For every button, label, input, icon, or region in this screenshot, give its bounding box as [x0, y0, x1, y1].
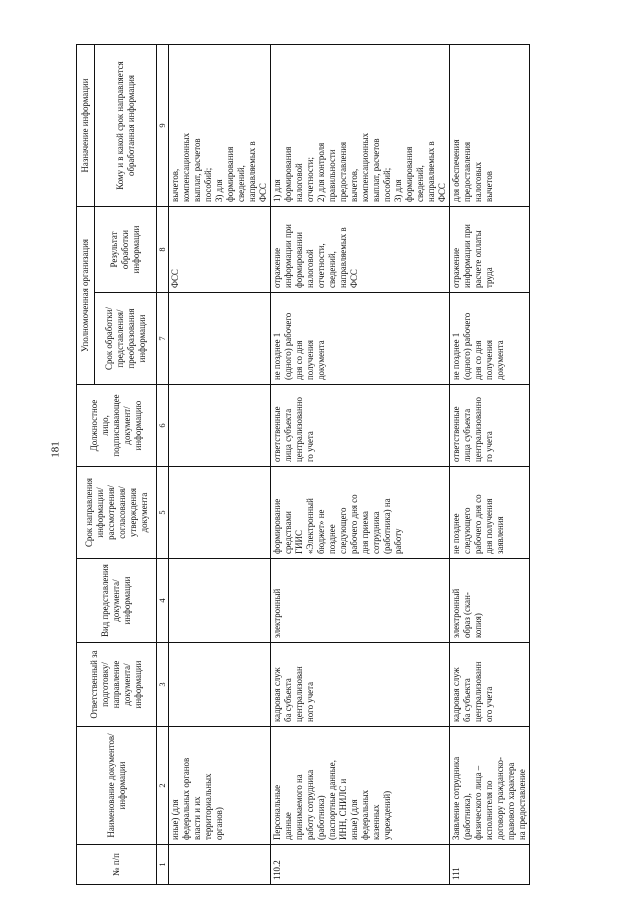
cell-text-line: (работника), — [462, 793, 472, 840]
cell-text-line: следующего — [338, 507, 348, 554]
cell-text-line: правового характера — [506, 762, 516, 840]
column-number: 9 — [157, 45, 169, 207]
cell-text-line: копия) — [473, 613, 483, 638]
row-deadline — [450, 467, 530, 559]
cell-text-line: ФСС — [349, 269, 359, 288]
header-col-result: Результат обработки информации — [95, 207, 157, 293]
row-processing — [169, 293, 271, 385]
column-number: 1 — [157, 845, 169, 885]
row-result — [271, 207, 450, 293]
cell-text-line: вычетов — [484, 171, 494, 202]
cell-text-line: централизованн — [473, 661, 483, 722]
header-col-view: Вид представления документа/ информации — [77, 559, 157, 643]
column-number: 2 — [157, 727, 169, 845]
cell-text-line: ба субъекта — [283, 678, 293, 722]
cell-text-line: заявления — [495, 516, 505, 554]
row-purpose — [450, 45, 530, 207]
header-col-purpose: Кому и в какой срок направляется обработанная информация — [95, 45, 157, 207]
cell-text-line: кадровая служ — [272, 667, 282, 722]
cell-text-line: сведений, — [415, 165, 425, 202]
cell-text-line: (одного) рабочего — [283, 312, 293, 380]
cell-text-line: компенсационных — [181, 132, 191, 202]
row-view — [271, 559, 450, 643]
cell-text-line: 3) для — [214, 179, 224, 202]
cell-text-line: иные) (для — [349, 799, 359, 840]
row-view — [450, 559, 530, 643]
cell-text-line: не позднее 1 — [451, 332, 461, 380]
row-processing — [271, 293, 450, 385]
row-official — [169, 385, 271, 467]
cell-text-line: труда — [484, 267, 494, 288]
cell-text-line: рабочего дня со — [349, 494, 359, 554]
cell-text-line: получения — [305, 340, 315, 380]
cell-text-line: принимаемого на — [294, 774, 304, 840]
cell-text-line: ного учета — [305, 681, 315, 722]
cell-text-line: ответственные — [272, 406, 282, 462]
row-official — [271, 385, 450, 467]
header-col-responsible: Ответственный за подготовку/ направление документа/ информации — [77, 643, 157, 727]
row-result — [169, 207, 271, 293]
cell-text-line: предоставления — [338, 141, 348, 202]
cell-text-line: налоговой — [294, 163, 304, 202]
cell-text-line: пособий; — [382, 167, 392, 202]
cell-text-line: сотрудника — [371, 511, 381, 554]
table-row — [169, 45, 271, 885]
cell-text-line: расчете оплаты — [473, 230, 483, 288]
row-document-name — [450, 727, 530, 845]
cell-text-line: централизованно — [473, 397, 483, 462]
header-col-name: Наименование документов/ информации — [77, 727, 157, 845]
column-number: 3 — [157, 643, 169, 727]
cell-text-line: централизованно — [294, 397, 304, 462]
cell-text-line: работу — [393, 528, 403, 554]
cell-text-line: ого учета — [484, 686, 494, 722]
cell-text-line: выплат, расчетов — [371, 138, 381, 202]
cell-text-line: органов) — [214, 807, 224, 840]
cell-text-line: не позднее 1 — [272, 332, 282, 380]
header-group-purpose: Назначение информации — [77, 45, 95, 207]
header-col-deadline: Срок направления информации/ рассмотрения/ согласования/ утверждения документа — [77, 467, 157, 559]
cell-text-line: исполнителя по — [484, 780, 494, 840]
row-document-name — [169, 727, 271, 845]
cell-text-line: компенсационных — [360, 132, 370, 202]
cell-text-line: (работника) на — [382, 498, 392, 554]
cell-text-line: Персональные — [272, 784, 282, 840]
cell-text-line: физического лица – — [473, 765, 483, 840]
cell-text-line: (одного) рабочего — [462, 312, 472, 380]
cell-text-line: ба субъекта — [462, 678, 472, 722]
cell-text-line: (работника) — [316, 795, 326, 840]
cell-text-line: Заявление сотрудника — [451, 756, 461, 840]
cell-text-line: пособий; — [203, 167, 213, 202]
cell-text-line: данные — [283, 812, 293, 840]
cell-text-line: иные) (для — [170, 799, 180, 840]
cell-text-line: сведений, — [327, 251, 337, 288]
cell-text-line: 3) для — [393, 179, 403, 202]
row-number: 110.2 — [271, 845, 450, 885]
cell-text-line: отчетности; — [305, 157, 315, 202]
cell-text-line: формирование — [272, 498, 282, 554]
cell-text-line: формировании — [294, 232, 304, 288]
row-number — [169, 845, 271, 885]
cell-text-line: го учета — [305, 431, 315, 462]
cell-text-line: направляемых в — [338, 227, 348, 288]
row-number: 111 — [450, 845, 530, 885]
cell-text-line: лица субъекта — [462, 408, 472, 462]
cell-text-line: «Электронный — [305, 498, 315, 554]
header-col-processing: Срок обработки/ представления/ преобразования информации — [95, 293, 157, 385]
cell-text-line: информации при — [462, 224, 472, 288]
cell-text-line: формирования — [225, 146, 235, 202]
cell-text-line: отражение — [272, 247, 282, 288]
cell-text-line: правильности — [327, 149, 337, 202]
cell-text-line: ФСС — [437, 183, 447, 202]
cell-text-line: электронный — [272, 588, 282, 638]
cell-text-line: дня со дня — [473, 340, 483, 380]
row-deadline — [271, 467, 450, 559]
cell-text-line: формирования — [404, 146, 414, 202]
header-group-authorized: Уполномоченная организация — [77, 207, 95, 385]
cell-text-line: налоговых — [473, 161, 483, 202]
cell-text-line: (паспортные данные, — [327, 760, 337, 840]
cell-text-line: 2) для контроля — [316, 142, 326, 202]
cell-text-line: договору гражданско- — [495, 757, 505, 840]
cell-text-line: информации при — [283, 224, 293, 288]
page-number: 181 — [49, 441, 62, 458]
cell-text-line: сведений, — [236, 165, 246, 202]
row-result — [450, 207, 530, 293]
cell-text-line: средствами — [283, 511, 293, 554]
cell-text-line: формирования — [283, 146, 293, 202]
cell-text-line: электронный — [451, 588, 461, 638]
cell-text-line: дня получения — [484, 498, 494, 554]
cell-text-line: ИНН, СНИЛС и — [338, 778, 348, 840]
cell-text-line: выплат, расчетов — [192, 138, 202, 202]
header-col-number: № п/п — [77, 845, 157, 885]
cell-text-line: вычетов, — [349, 168, 359, 202]
cell-text-line: получения — [484, 340, 494, 380]
cell-text-line: документа — [316, 340, 326, 380]
column-number: 5 — [157, 467, 169, 559]
cell-text-line: документа — [495, 340, 505, 380]
table-row — [450, 45, 530, 885]
cell-text-line: казенных — [371, 804, 381, 840]
cell-text-line: бюджет» не — [316, 509, 326, 554]
row-processing — [450, 293, 530, 385]
cell-text-line: направляемых в — [247, 141, 257, 202]
document-table — [76, 44, 530, 885]
cell-text-line: централизован — [294, 666, 304, 722]
cell-text-line: ответственные — [451, 406, 461, 462]
cell-text-line: позднее — [327, 524, 337, 554]
column-number: 8 — [157, 207, 169, 293]
cell-text-line: учреждений) — [382, 790, 392, 840]
cell-text-line: ГИИС — [294, 530, 304, 554]
cell-text-line: для обеспечения — [451, 139, 461, 202]
cell-text-line: го учета — [484, 431, 494, 462]
cell-text-line: налоговой — [305, 249, 315, 288]
cell-text-line: власти и их — [192, 796, 202, 840]
cell-text-line: дня приема — [360, 511, 370, 554]
row-purpose — [271, 45, 450, 207]
cell-text-line: территориальных — [203, 773, 213, 840]
cell-text-line: кадровая служ — [451, 667, 461, 722]
cell-text-line: ФСС — [258, 183, 268, 202]
cell-text-line: не позднее — [451, 513, 461, 554]
row-deadline — [169, 467, 271, 559]
cell-text-line: федеральных — [360, 789, 370, 840]
column-number: 6 — [157, 385, 169, 467]
cell-text-line: на предоставление — [517, 769, 527, 840]
row-purpose — [169, 45, 271, 207]
cell-text-line: отчетности, — [316, 243, 326, 288]
cell-text-line: федеральных органов — [181, 757, 191, 840]
column-numbers-row — [157, 45, 169, 885]
cell-text-line: лица субъекта — [283, 408, 293, 462]
row-view — [169, 559, 271, 643]
column-number: 4 — [157, 559, 169, 643]
cell-text-line: предоставления — [462, 141, 472, 202]
row-responsible — [271, 643, 450, 727]
cell-text-line: вычетов, — [170, 168, 180, 202]
cell-text-line: ФСС — [170, 269, 180, 288]
row-responsible — [450, 643, 530, 727]
column-number: 7 — [157, 293, 169, 385]
cell-text-line: образ (скан- — [462, 592, 472, 638]
cell-text-line: следующего — [462, 507, 472, 554]
row-responsible — [169, 643, 271, 727]
cell-text-line: отражение — [451, 247, 461, 288]
cell-text-line: направляемых в — [426, 141, 436, 202]
rotated-table-wrapper — [76, 45, 576, 885]
row-official — [450, 385, 530, 467]
header-col-official: Должностное лицо, подписывающее документ/ информацию — [77, 385, 157, 467]
row-document-name — [271, 727, 450, 845]
cell-text-line: рабочего дня со — [473, 494, 483, 554]
cell-text-line: дня со дня — [294, 340, 304, 380]
cell-text-line: работу сотрудника — [305, 769, 315, 840]
cell-text-line: 1) для — [272, 179, 282, 202]
table-row — [271, 45, 450, 885]
